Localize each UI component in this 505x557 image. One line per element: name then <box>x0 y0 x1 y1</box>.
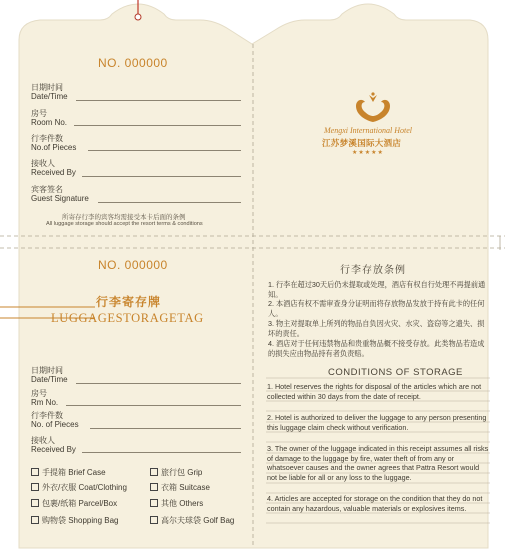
condition-en-1: 1. Hotel reserves the rights for disposal of the articles which are not collected within 30 days from the date of receipt. <box>267 382 482 401</box>
field-pieces-en: No.of Pieces <box>31 143 77 152</box>
condition-cn-3: 3. 物主对提取单上所列的物品自负因火灾、水灾、盗窃等之遗失、损坏的责任。 <box>268 319 485 338</box>
checkbox-label: 外衣/衣服 Coat/Clothing <box>42 483 127 492</box>
checkbox-box[interactable] <box>31 483 39 491</box>
field-received-line[interactable] <box>82 176 241 177</box>
checkbox-suitcase[interactable] <box>150 482 210 493</box>
b-field-room-en: Rm No. <box>31 398 59 407</box>
b-field-date-cn: 日期时间 <box>31 366 63 375</box>
conditions-title-en: CONDITIONS OF STORAGE <box>328 367 463 378</box>
checkbox-label: 手提箱 Brief Case <box>42 468 106 477</box>
b-field-date-en: Date/Time <box>31 375 68 384</box>
checkbox-label: 高尔夫球袋 Golf Bag <box>161 516 235 525</box>
checkbox-grip[interactable] <box>150 467 202 478</box>
b-field-room-cn: 房号 <box>31 389 47 398</box>
hotel-name-cn: 江苏梦溪国际大酒店 <box>322 138 402 148</box>
checkbox-label: 包裹/纸箱 Parcel/Box <box>42 499 118 508</box>
field-signature-cn: 宾客签名 <box>31 185 63 194</box>
field-pieces-cn: 行李件数 <box>31 134 63 143</box>
ticket-number-top: NO. 000000 <box>98 56 168 70</box>
checkbox-box[interactable] <box>150 468 158 476</box>
tag-title-cn: 行李寄存牌 <box>96 295 162 309</box>
checkbox-box[interactable] <box>150 483 158 491</box>
field-room-en: Room No. <box>31 118 68 127</box>
checkbox-brief-case[interactable] <box>31 467 106 478</box>
b-field-received-en: Received By <box>31 445 76 454</box>
checkbox-parcel-box[interactable] <box>31 498 117 509</box>
checkbox-box[interactable] <box>31 499 39 507</box>
checkbox-box[interactable] <box>150 516 158 524</box>
terms-note-cn: 所寄存行李的宾客均需接受本卡后面的条例 <box>62 214 186 221</box>
checkbox-box[interactable] <box>150 499 158 507</box>
b-field-received-line[interactable] <box>82 452 241 453</box>
field-date-line[interactable] <box>76 100 241 101</box>
condition-en-4: 4. Articles are accepted for storage on the condition that they do not contain any hazardous, valuable materials or explosives items. <box>267 494 483 513</box>
conditions-title-cn: 行李存放条例 <box>340 265 406 276</box>
b-field-received-cn: 接收人 <box>31 436 55 445</box>
hotel-logo <box>318 92 428 162</box>
field-room-cn: 房号 <box>31 109 47 118</box>
field-signature-line[interactable] <box>98 202 241 203</box>
b-field-pieces-cn: 行李件数 <box>31 411 63 420</box>
field-room-line[interactable] <box>74 125 241 126</box>
string-hole <box>135 14 141 20</box>
checkbox-coat-clothing[interactable] <box>31 482 127 493</box>
crown-swan-logo-icon <box>350 92 396 124</box>
checkbox-label: 衣箱 Suitcase <box>161 483 210 492</box>
b-field-date-line[interactable] <box>76 383 241 384</box>
b-field-pieces-line[interactable] <box>90 428 241 429</box>
checkbox-label: 购物袋 Shopping Bag <box>42 516 119 525</box>
ticket-number-bottom: NO. 000000 <box>98 258 168 272</box>
checkbox-label: 其他 Others <box>161 499 204 508</box>
field-pieces-line[interactable] <box>88 150 241 151</box>
checkbox-shopping-bag[interactable] <box>31 515 119 526</box>
field-received-en: Received By <box>31 168 76 177</box>
checkbox-label: 旅行包 Grip <box>161 468 203 477</box>
condition-en-3: 3. The owner of the luggage indicated in this receipt assumes all risks of damage to the luggage by fire, water theft of from any or whatsoever causes and the owner agrees that Pattra Resort would not be liable for all or any loss to the luggage. <box>267 444 489 482</box>
b-field-pieces-en: No. of Pieces <box>31 420 79 429</box>
hotel-name-en: Mengxi International Hotel <box>324 126 412 135</box>
terms-note-en: All luggage storage should accept the resort terms & conditions <box>46 221 203 227</box>
checkbox-box[interactable] <box>31 516 39 524</box>
hotel-stars: ★★★★★ <box>352 150 384 156</box>
condition-cn-1: 1. 行李在超过30天后仍未提取或处理，酒店有权自行处理不再提前通知。 <box>268 280 486 299</box>
checkbox-others[interactable] <box>150 498 203 509</box>
b-field-room-line[interactable] <box>66 405 241 406</box>
condition-en-2: 2. Hotel is authorized to deliver the luggage to any person presenting this luggage claim check without verification. <box>267 413 487 432</box>
field-received-cn: 接收人 <box>31 159 55 168</box>
checkbox-box[interactable] <box>31 468 39 476</box>
condition-cn-4: 4. 酒店对于任何违禁物品和贵重物品概不接受存放。此类物品若造成的损失应由物品持有者负责赔。 <box>268 339 485 358</box>
field-signature-en: Guest Signature <box>31 194 89 203</box>
tag-title-en: LUGGAGESTORAGETAG <box>51 311 204 325</box>
field-date-en: Date/Time <box>31 92 68 101</box>
condition-cn-2: 2. 本酒店有权不需审查身分证明而将存放物品发放于持有此卡的任何人。 <box>268 299 485 318</box>
field-date-cn: 日期时间 <box>31 83 63 92</box>
checkbox-golf-bag[interactable] <box>150 515 234 526</box>
